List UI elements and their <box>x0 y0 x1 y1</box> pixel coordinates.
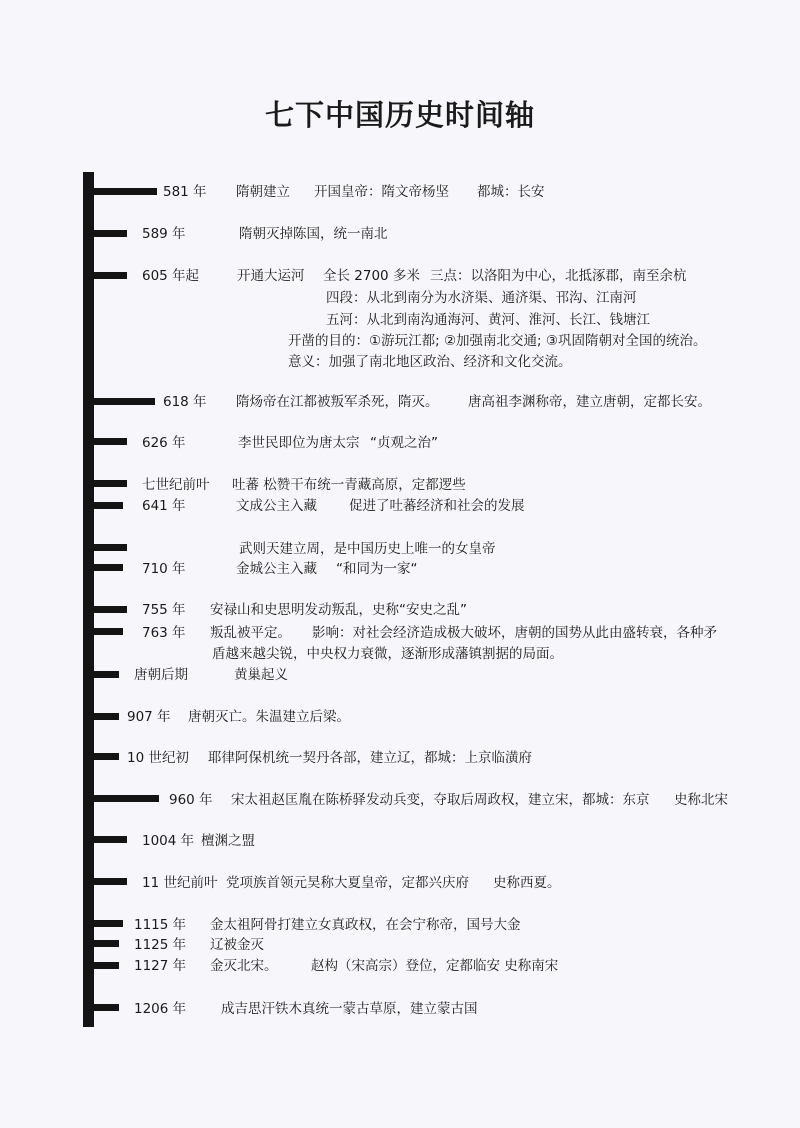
event-text: “和同为一家“ <box>336 561 418 577</box>
event-text: 辽被金灭 <box>210 937 264 953</box>
event-detail-line: 五河：从北到南沟通海河、黄河、淮河、长江、钱塘江 <box>326 312 650 328</box>
event-text: 安禄山和史思明发动叛乱，史称“安史之乱” <box>210 602 467 618</box>
event-date: 1127 年 <box>134 958 187 974</box>
timeline-tick <box>83 188 157 195</box>
timeline-tick <box>83 480 127 487</box>
event-text: 唐朝灭亡。朱温建立后梁。 <box>188 709 350 725</box>
event-date: 618 年 <box>163 394 207 410</box>
event-text: 三点：以洛阳为中心，北抵涿郡，南至余杭 <box>430 268 687 284</box>
event-date: 1115 年 <box>134 917 187 933</box>
event-text: 隋朝灭掉陈国，统一南北 <box>239 226 388 242</box>
timeline-tick <box>83 398 155 405</box>
event-date: 755 年 <box>142 602 186 618</box>
timeline-tick <box>83 753 119 760</box>
timeline-tick <box>83 1004 119 1011</box>
event-text: 吐蕃 松赞干布统一青藏高原，定都逻些 <box>232 477 466 493</box>
timeline-tick <box>83 502 123 509</box>
event-detail-line: 四段：从北到南分为水济渠、通济渠、邗沟、江南河 <box>326 290 637 306</box>
event-detail-line: 意义：加强了南北地区政治、经济和文化交流。 <box>288 354 572 370</box>
page-title: 七下中国历史时间轴 <box>264 98 535 132</box>
timeline-tick <box>83 438 127 445</box>
event-text: 金城公主入藏 <box>236 561 317 577</box>
event-detail-line: 开凿的目的：①游玩江都; ②加强南北交通; ③巩固隋朝对全国的统治。 <box>288 333 707 349</box>
event-text: 史称北宋 <box>674 792 728 808</box>
timeline-tick <box>83 713 119 720</box>
timeline-tick <box>83 544 127 551</box>
event-date: 10 世纪初 <box>127 750 189 766</box>
timeline-tick <box>83 628 123 635</box>
event-text: 檀渊之盟 <box>201 833 255 849</box>
event-date: 1004 年 <box>142 833 195 849</box>
timeline-tick <box>83 940 119 947</box>
timeline-tick <box>83 606 127 613</box>
event-date: 710 年 <box>142 561 186 577</box>
event-date: 581 年 <box>163 184 207 200</box>
event-text: 都城：长安 <box>477 184 545 200</box>
event-text: 金太祖阿骨打建立女真政权，在会宁称帝，国号大金 <box>210 917 521 933</box>
timeline-tick <box>83 230 127 237</box>
event-text: 全长 2700 多米 <box>323 268 420 284</box>
event-text: 赵构（宋高宗）登位，定都临安 史称南宋 <box>311 958 559 974</box>
event-date: 11 世纪前叶 <box>142 875 218 891</box>
event-text: 耶律阿保机统一契丹各部，建立辽，都城：上京临潢府 <box>208 750 532 766</box>
timeline-tick <box>83 272 127 279</box>
event-text: 文成公主入藏 <box>236 498 317 514</box>
event-date: 1125 年 <box>134 937 187 953</box>
event-text: 隋朝建立 <box>236 184 290 200</box>
timeline-tick <box>83 920 123 927</box>
event-text: 唐高祖李渊称帝，建立唐朝，定都长安。 <box>468 394 711 410</box>
event-text: 开通大运河 <box>237 268 305 284</box>
timeline-axis <box>83 172 94 1027</box>
event-text: 李世民即位为唐太宗 <box>238 435 360 451</box>
event-text: 促进了吐蕃经济和社会的发展 <box>349 498 525 514</box>
event-date: 605 年起 <box>142 268 200 284</box>
timeline-tick <box>83 795 159 802</box>
event-text: 影响：对社会经济造成极大破坏，唐朝的国势从此由盛转衰，各种矛 <box>312 625 717 641</box>
event-date: 626 年 <box>142 435 186 451</box>
event-text: 宋太祖赵匡胤在陈桥驿发动兵变，夺取后周政权，建立宋，都城：东京 <box>231 792 650 808</box>
event-text: 成吉思汗铁木真统一蒙古草原，建立蒙古国 <box>221 1001 478 1017</box>
timeline-tick <box>83 878 127 885</box>
timeline-tick <box>83 962 119 969</box>
timeline-tick <box>83 564 123 571</box>
event-text: 开国皇帝：隋文帝杨坚 <box>314 184 449 200</box>
event-text: 党项族首领元昊称大夏皇帝，定都兴庆府 <box>226 875 469 891</box>
event-text: “贞观之治” <box>370 435 438 451</box>
event-detail-line: 盾越来越尖锐，中央权力衰微，逐渐形成藩镇割据的局面。 <box>212 646 563 662</box>
event-text: 隋炀帝在江都被叛军杀死，隋灭。 <box>236 394 439 410</box>
event-text: 武则天建立周，是中国历史上唯一的女皇帝 <box>239 541 496 557</box>
event-date: 589 年 <box>142 226 186 242</box>
event-date: 唐朝后期 <box>134 667 188 683</box>
event-date: 1206 年 <box>134 1001 187 1017</box>
event-date: 641 年 <box>142 498 186 514</box>
event-text: 金灭北宋。 <box>210 958 278 974</box>
event-text: 叛乱被平定。 <box>210 625 291 641</box>
event-date: 960 年 <box>169 792 213 808</box>
timeline-tick <box>83 671 119 678</box>
event-text: 史称西夏。 <box>493 875 561 891</box>
event-date: 七世纪前叶 <box>142 477 210 493</box>
event-date: 907 年 <box>127 709 171 725</box>
event-date: 763 年 <box>142 625 186 641</box>
event-text: 黄巢起义 <box>234 667 288 683</box>
timeline-tick <box>83 836 127 843</box>
